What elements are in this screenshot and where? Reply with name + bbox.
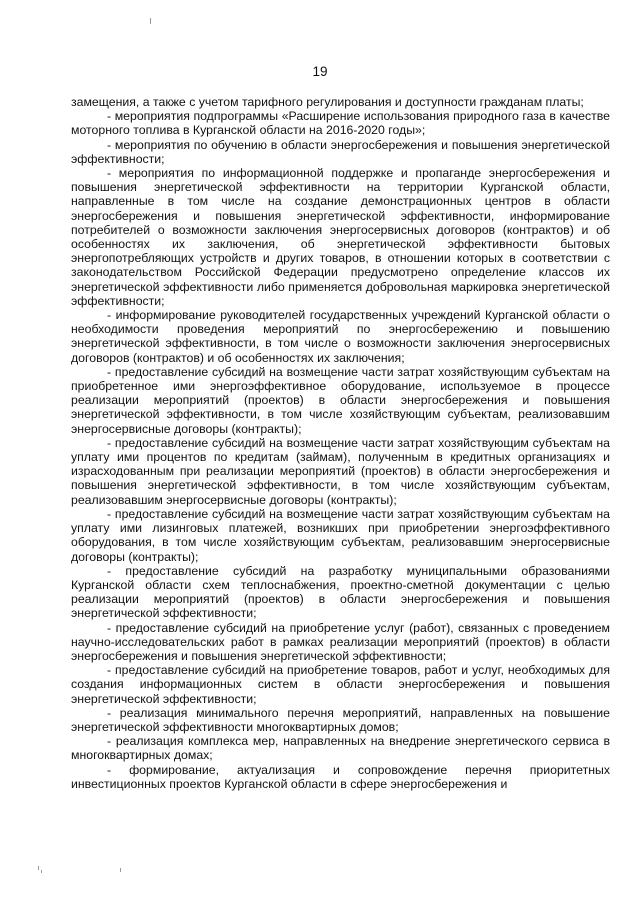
paragraph: - предоставление субсидий на возмещение части затрат хозяйствующим субъектам на приобретенное ими энергоэффективное оборудование, используемое в процессе реализации мероприятий (проектов) в области энергосбережения и повышения энергетической эффективности, в том числе хозяйствующим субъектам, реализовавшим энергосервисные договоры (контракты); — [71, 364, 610, 436]
scan-speck — [120, 868, 121, 872]
paragraph: - предоставление субсидий на приобретение услуг (работ), связанных с проведением научно-исследовательских работ в рамках реализации мероприятий (проектов) в области энергосбережения и повышения энергетической эффективности; — [71, 620, 610, 663]
paragraph: - предоставление субсидий на возмещение части затрат хозяйствующим субъектам на уплату ими лизинговых платежей, возникших при приобретении энергоэффективного оборудования, в том числе хозяйствующим субъектам, реализовавшим энергосервисные договоры (контракты); — [71, 506, 610, 564]
paragraph: - мероприятия подпрограммы «Расширение использования природного газа в качестве моторного топлива в Курганской области на 2016-2020 годы»; — [71, 109, 610, 138]
paragraph: - информирование руководителей государственных учреждений Курганской области о необходимости проведения мероприятий по энергосбережению и повышению энергетической эффективности, в том числе о возможности заключения энергосервисных договоров (контрактов) и об особенностях их заключения; — [71, 308, 610, 365]
paragraph: - формирование, актуализация и сопровождение перечня приоритетных инвестиционных проектов Курганской области в сфере энергосбережения и — [71, 762, 610, 791]
paragraph: - предоставление субсидий на разработку муниципальными образованиями Курганской области схем теплоснабжения, проектно-сметной документации с целью реализации мероприятий (проектов) в области энергосбережения и повышения энергетической эффективности; — [71, 563, 610, 621]
paragraph: - реализация комплекса мер, направленных на внедрение энергетического сервиса в многоквартирных домах; — [71, 734, 610, 763]
scan-speck — [150, 18, 151, 24]
scan-speck — [41, 870, 42, 873]
paragraph: - мероприятия по обучению в области энергосбережения и повышения энергетической эффективности; — [71, 137, 610, 166]
page-number: 19 — [312, 64, 328, 79]
body-text — [71, 95, 610, 791]
paragraph: замещения, а также с учетом тарифного регулирования и доступности гражданам платы; — [71, 95, 584, 109]
paragraph: - предоставление субсидий на возмещение части затрат хозяйствующим субъектам на уплату ими процентов по кредитам (займам), полученным в кредитных организациях и израсходованным при реализации мероприятий (проектов) в области энергосбережения и повышения энергетической эффективности, в том числе хозяйствующим субъектам, реализовавшим энергосервисные договоры (контракты); — [71, 435, 610, 507]
paragraph: - мероприятия по информационной поддержке и пропаганде энергосбережения и повышения энергетической эффективности на территории Курганской области, направленные в том числе на создание демонстрационных центров в области энергосбережения и повышения энергетической эффективности, информирование потребителей о возможности заключения энергосервисных договоров (контрактов) и об особенностях их заключения, об энергетической эффективности бытовых энергопотребляющих устройств и других товаров, в отношении которых в соответствии с законодательством Российской Федерации предусмотрено определение классов их энергетической эффективности либо применяется добровольная маркировка энергетической эффективности; — [71, 166, 610, 308]
scan-speck — [38, 866, 39, 870]
paragraph: - реализация минимального перечня мероприятий, направленных на повышение энергетической эффективности многоквартирных домов; — [71, 705, 610, 734]
paragraph: - предоставление субсидий на приобретение товаров, работ и услуг, необходимых для создания информационных систем в области энергосбережения и повышения энергетической эффективности; — [71, 663, 610, 706]
